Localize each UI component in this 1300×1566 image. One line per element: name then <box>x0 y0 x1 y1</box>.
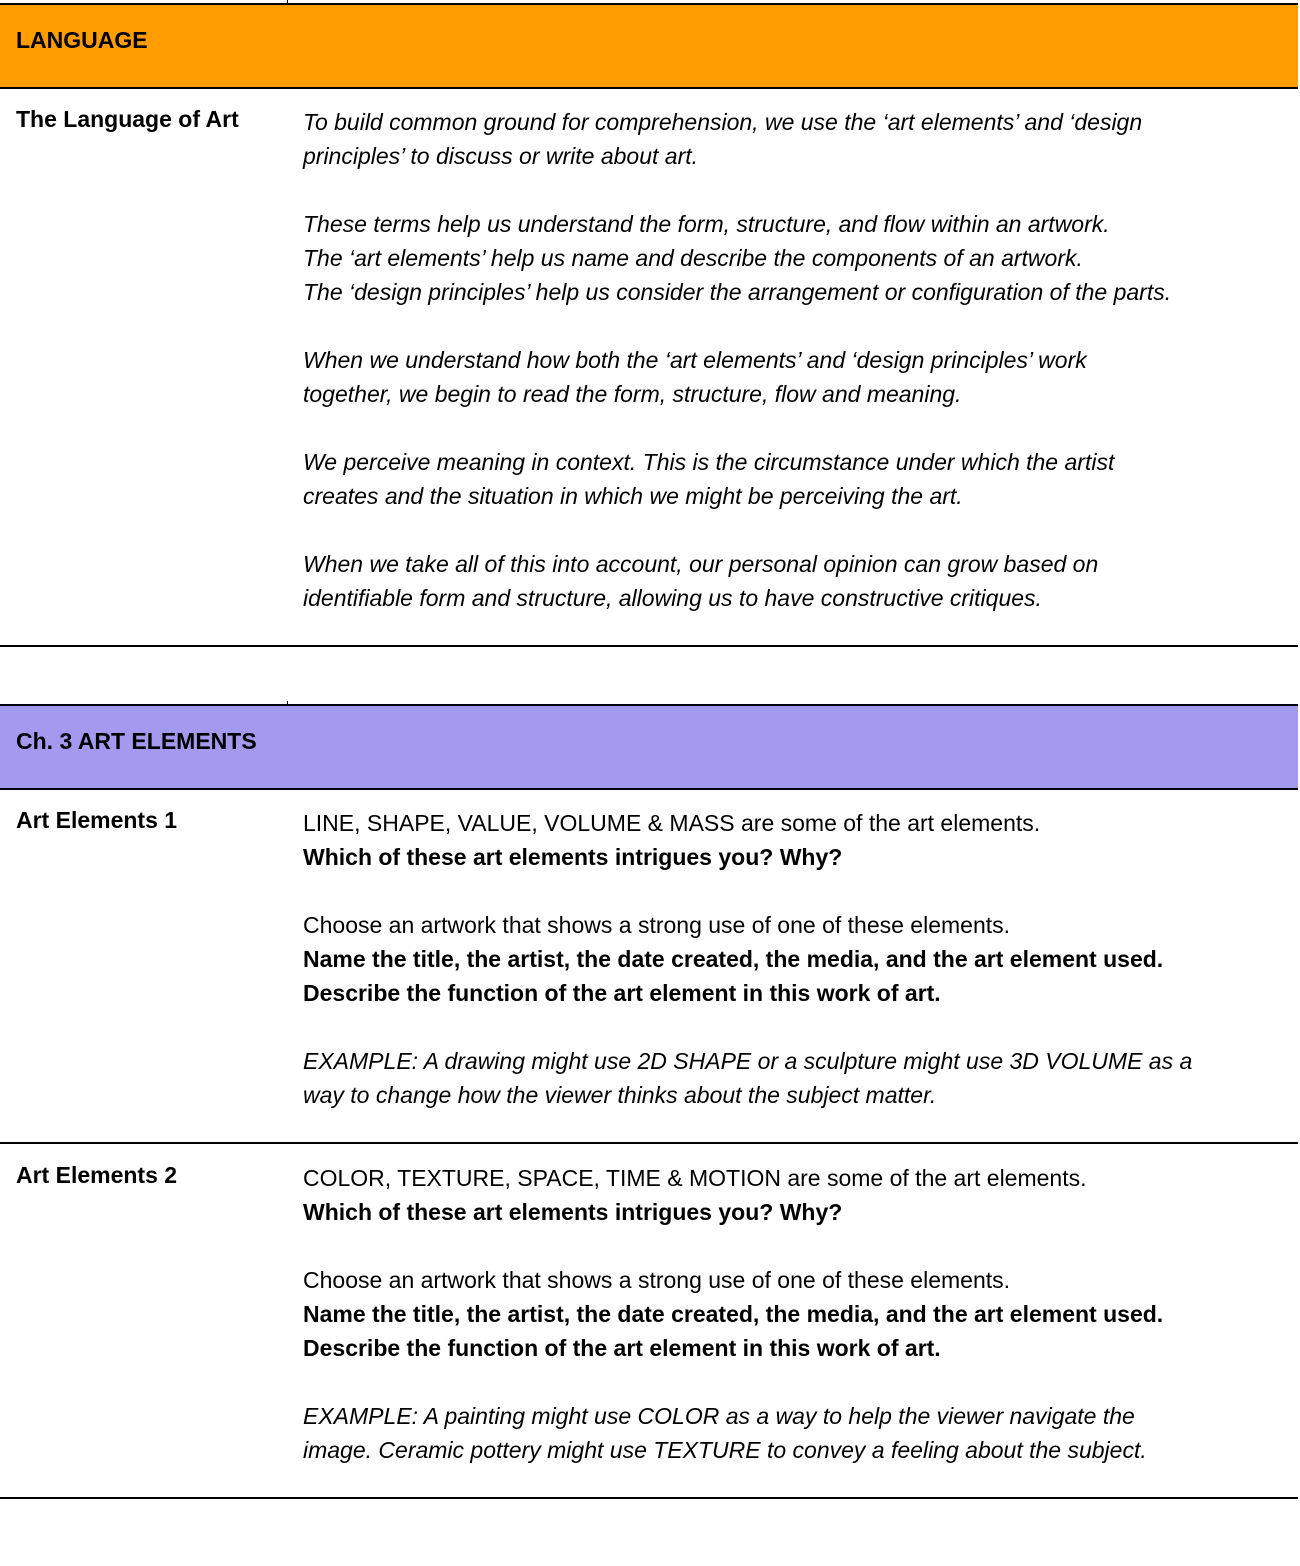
question-text: Which of these art elements intrigues you? Why? <box>303 844 843 870</box>
example-text: way to change how the viewer thinks about the subject matter. <box>303 1082 937 1108</box>
column-tick <box>287 0 288 3</box>
language-row-body <box>303 105 1293 615</box>
language-table-bottom-rule <box>0 645 1298 647</box>
language-header-bar <box>0 3 1298 89</box>
language-line: These terms help us understand the form, structure, and flow within an artwork. <box>303 211 1110 237</box>
art-elements-table-bottom-rule <box>0 1497 1298 1499</box>
language-line: The ‘art elements’ help us name and describe the components of an artwork. <box>303 245 1083 271</box>
language-line: The ‘design principles’ help us consider the arrangement or configuration of the parts. <box>303 279 1172 305</box>
instruction-text: Describe the function of the art element in this work of art. <box>303 980 941 1006</box>
language-line: principles’ to discuss or write about art. <box>303 143 699 169</box>
language-line: together, we begin to read the form, structure, flow and meaning. <box>303 381 962 407</box>
language-line: creates and the situation in which we might be perceiving the art. <box>303 483 963 509</box>
example-text: image. Ceramic pottery might use TEXTURE to convey a feeling about the subject. <box>303 1437 1147 1463</box>
example-text: EXAMPLE: A drawing might use 2D SHAPE or a sculpture might use 3D VOLUME as a <box>303 1048 1193 1074</box>
language-header-title: LANGUAGE <box>16 27 148 53</box>
intro-text: LINE, SHAPE, VALUE, VOLUME & MASS are some of the art elements. <box>303 810 1041 836</box>
art-elements-header-title: Ch. 3 ART ELEMENTS <box>16 728 257 754</box>
art-elements-2-label: Art Elements 2 <box>16 1162 178 1188</box>
language-line: To build common ground for comprehension, we use the ‘art elements’ and ‘design <box>303 109 1143 135</box>
language-line: When we understand how both the ‘art elements’ and ‘design principles’ work <box>303 347 1087 373</box>
language-row-label: The Language of Art <box>16 106 239 132</box>
art-elements-1-body <box>303 806 1293 1112</box>
choose-text: Choose an artwork that shows a strong use of one of these elements. <box>303 912 1011 938</box>
art-elements-1-label: Art Elements 1 <box>16 807 178 833</box>
instruction-text: Name the title, the artist, the date created, the media, and the art element used. <box>303 946 1164 972</box>
language-line: We perceive meaning in context. This is the circumstance under which the artist <box>303 449 1115 475</box>
language-line: identifiable form and structure, allowing us to have constructive critiques. <box>303 585 1042 611</box>
instruction-text: Describe the function of the art element in this work of art. <box>303 1335 941 1361</box>
language-line: When we take all of this into account, our personal opinion can grow based on <box>303 551 1099 577</box>
intro-text: COLOR, TEXTURE, SPACE, TIME & MOTION are some of the art elements. <box>303 1165 1087 1191</box>
instruction-text: Name the title, the artist, the date created, the media, and the art element used. <box>303 1301 1164 1327</box>
art-elements-header-bar <box>0 704 1298 790</box>
art-elements-2-body <box>303 1161 1293 1467</box>
example-text: EXAMPLE: A painting might use COLOR as a way to help the viewer navigate the <box>303 1403 1135 1429</box>
question-text: Which of these art elements intrigues you? Why? <box>303 1199 843 1225</box>
choose-text: Choose an artwork that shows a strong use of one of these elements. <box>303 1267 1011 1293</box>
row-divider <box>0 1142 1298 1144</box>
